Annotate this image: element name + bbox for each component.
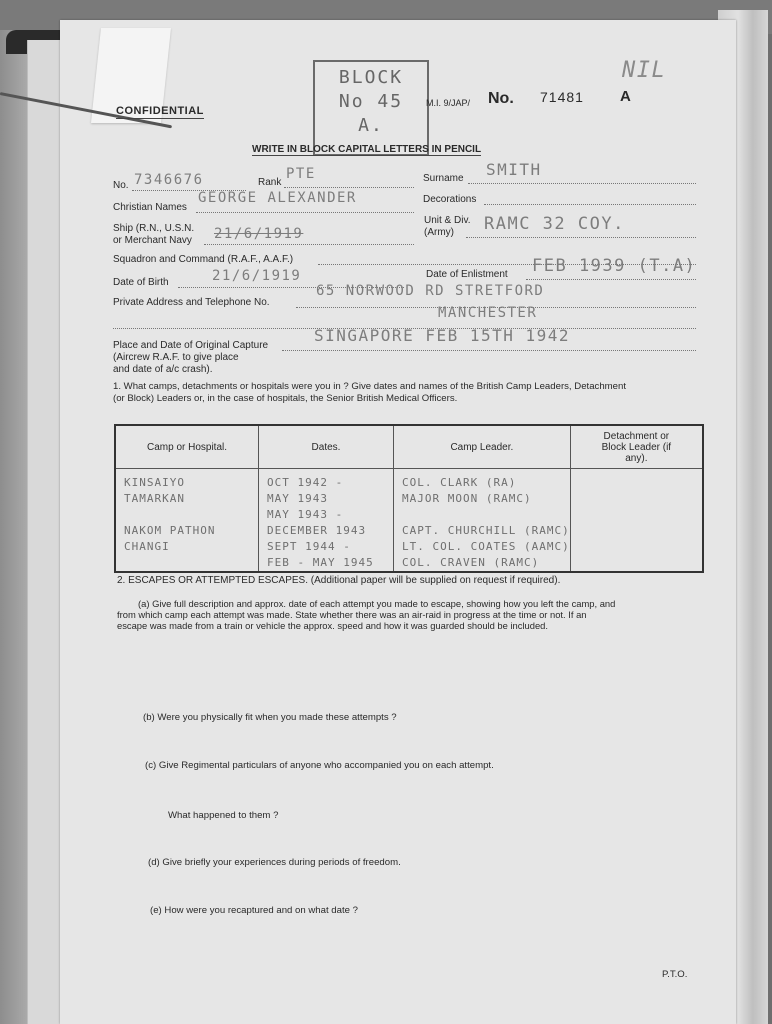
enlistment-value: FEB 1939 (T.A) — [532, 256, 697, 276]
unit-label: Unit & Div. — [424, 215, 471, 226]
column-header-detachment: Detachment or Block Leader (if any). — [570, 425, 703, 469]
field-line — [484, 204, 696, 205]
capture-label: Place and Date of Original Capture — [113, 340, 269, 351]
address-value: 65 NORWOOD RD STRETFORD — [316, 283, 545, 299]
instruction-heading: WRITE IN BLOCK CAPITAL LETTERS IN PENCIL — [252, 144, 482, 155]
stamp-line: No 45 — [338, 91, 404, 112]
date-entries: OCT 1942 - MAY 1943 MAY 1943 - DECEMBER 1943 SEPT 1944 - FEB - MAY 1945 — [267, 476, 374, 569]
unit-label: (Army) — [424, 227, 454, 238]
column-header-dates: Dates. — [259, 425, 394, 469]
table-header-row — [115, 425, 703, 469]
question-2a-text: escape was made from a train or vehicle the approx. speed and how it was guarded should be included. — [117, 620, 548, 631]
dob-value: 21/6/1919 — [212, 268, 302, 284]
question-2c-text: (c) Give Regimental particulars of anyone who accompanied you on each attempt. — [145, 760, 494, 771]
ship-label: Ship (R.N., U.S.N. — [113, 223, 195, 234]
number-label: No. — [488, 90, 514, 107]
field-line — [284, 187, 414, 188]
table-cell — [394, 469, 571, 573]
nil-annotation: NIL — [622, 58, 667, 83]
service-no-label: No. — [113, 180, 129, 191]
form-number: 71481 — [540, 89, 584, 105]
field-line — [282, 350, 696, 351]
form-series: A — [620, 88, 631, 105]
capture-value: SINGAPORE FEB 15TH 1942 — [314, 326, 571, 345]
please-turn-over: P.T.O. — [662, 969, 688, 980]
decorations-label: Decorations — [423, 194, 477, 205]
rank-value: PTE — [286, 166, 316, 182]
service-no-value: 7346676 — [134, 172, 204, 188]
question-2e-text: (e) How were you recaptured and on what date ? — [150, 905, 358, 916]
unit-value: RAMC 32 COY. — [484, 214, 625, 234]
capture-label: and date of a/c crash). — [113, 364, 213, 375]
surname-value: SMITH — [486, 160, 542, 179]
question-2-title: 2. ESCAPES OR ATTEMPTED ESCAPES. (Additional paper will be supplied on request if required). — [117, 575, 561, 586]
capture-label: (Aircrew R.A.F. to give place — [113, 352, 239, 363]
stamp-line: A. — [358, 115, 384, 136]
address-value: MANCHESTER — [438, 305, 538, 321]
column-header-leader: Camp Leader. — [394, 425, 571, 469]
dob-label: Date of Birth — [113, 277, 169, 288]
camp-entries: KINSAIYO TAMARKAN NAKOM PATHON CHANGI — [124, 476, 216, 553]
question-2d-text: (d) Give briefly your experiences during periods of freedom. — [148, 857, 401, 868]
field-line — [204, 244, 414, 245]
table-row — [115, 469, 703, 573]
table-cell — [259, 469, 394, 573]
table-cell — [115, 469, 259, 573]
question-2a-text: (a) Give full description and approx. date of each attempt you made to escape, showing how you left the camp, and — [138, 598, 616, 609]
question-2c-subtext: What happened to them ? — [168, 810, 279, 821]
column-header-camp: Camp or Hospital. — [115, 425, 259, 469]
field-line — [468, 183, 696, 184]
stamp-line: BLOCK — [338, 67, 404, 88]
question-1-text: 1. What camps, detachments or hospitals were you in ? Give dates and names of the British Camp Leaders, Detachment — [113, 381, 626, 392]
field-line — [526, 279, 696, 280]
ship-value-struck: 21/6/1919 — [214, 226, 304, 242]
camps-table — [114, 424, 704, 573]
question-1-text: (or Block) Leaders or, in the case of hospitals, the Senior British Medical Officers. — [113, 393, 458, 404]
question-2a-text: from which camp each attempt was made. State whether there was an air-raid in progress at the time or not. If an — [117, 609, 587, 620]
squadron-label: Squadron and Command (R.A.F., A.A.F.) — [113, 254, 294, 265]
block-stamp — [313, 60, 429, 156]
leader-entries: COL. CLARK (RA) MAJOR MOON (RAMC) CAPT. CHURCHILL (RAMC) LT. COL. COATES (AAMC) COL. CRAVEN (RAMC) — [402, 476, 570, 569]
rank-label: Rank — [258, 177, 282, 188]
enlistment-label: Date of Enlistment — [426, 269, 508, 280]
christian-names-value: GEORGE ALEXANDER — [198, 190, 357, 206]
field-line — [466, 237, 696, 238]
ship-label: or Merchant Navy — [113, 235, 192, 246]
table-cell — [570, 469, 703, 573]
form-reference: M.I. 9/JAP/ — [426, 98, 471, 108]
question-2b-text: (b) Were you physically fit when you made these attempts ? — [143, 712, 397, 723]
christian-names-label: Christian Names — [113, 202, 187, 213]
confidential-label: CONFIDENTIAL — [116, 105, 204, 117]
surname-label: Surname — [423, 173, 464, 184]
field-line — [196, 212, 414, 213]
address-label: Private Address and Telephone No. — [113, 297, 270, 308]
